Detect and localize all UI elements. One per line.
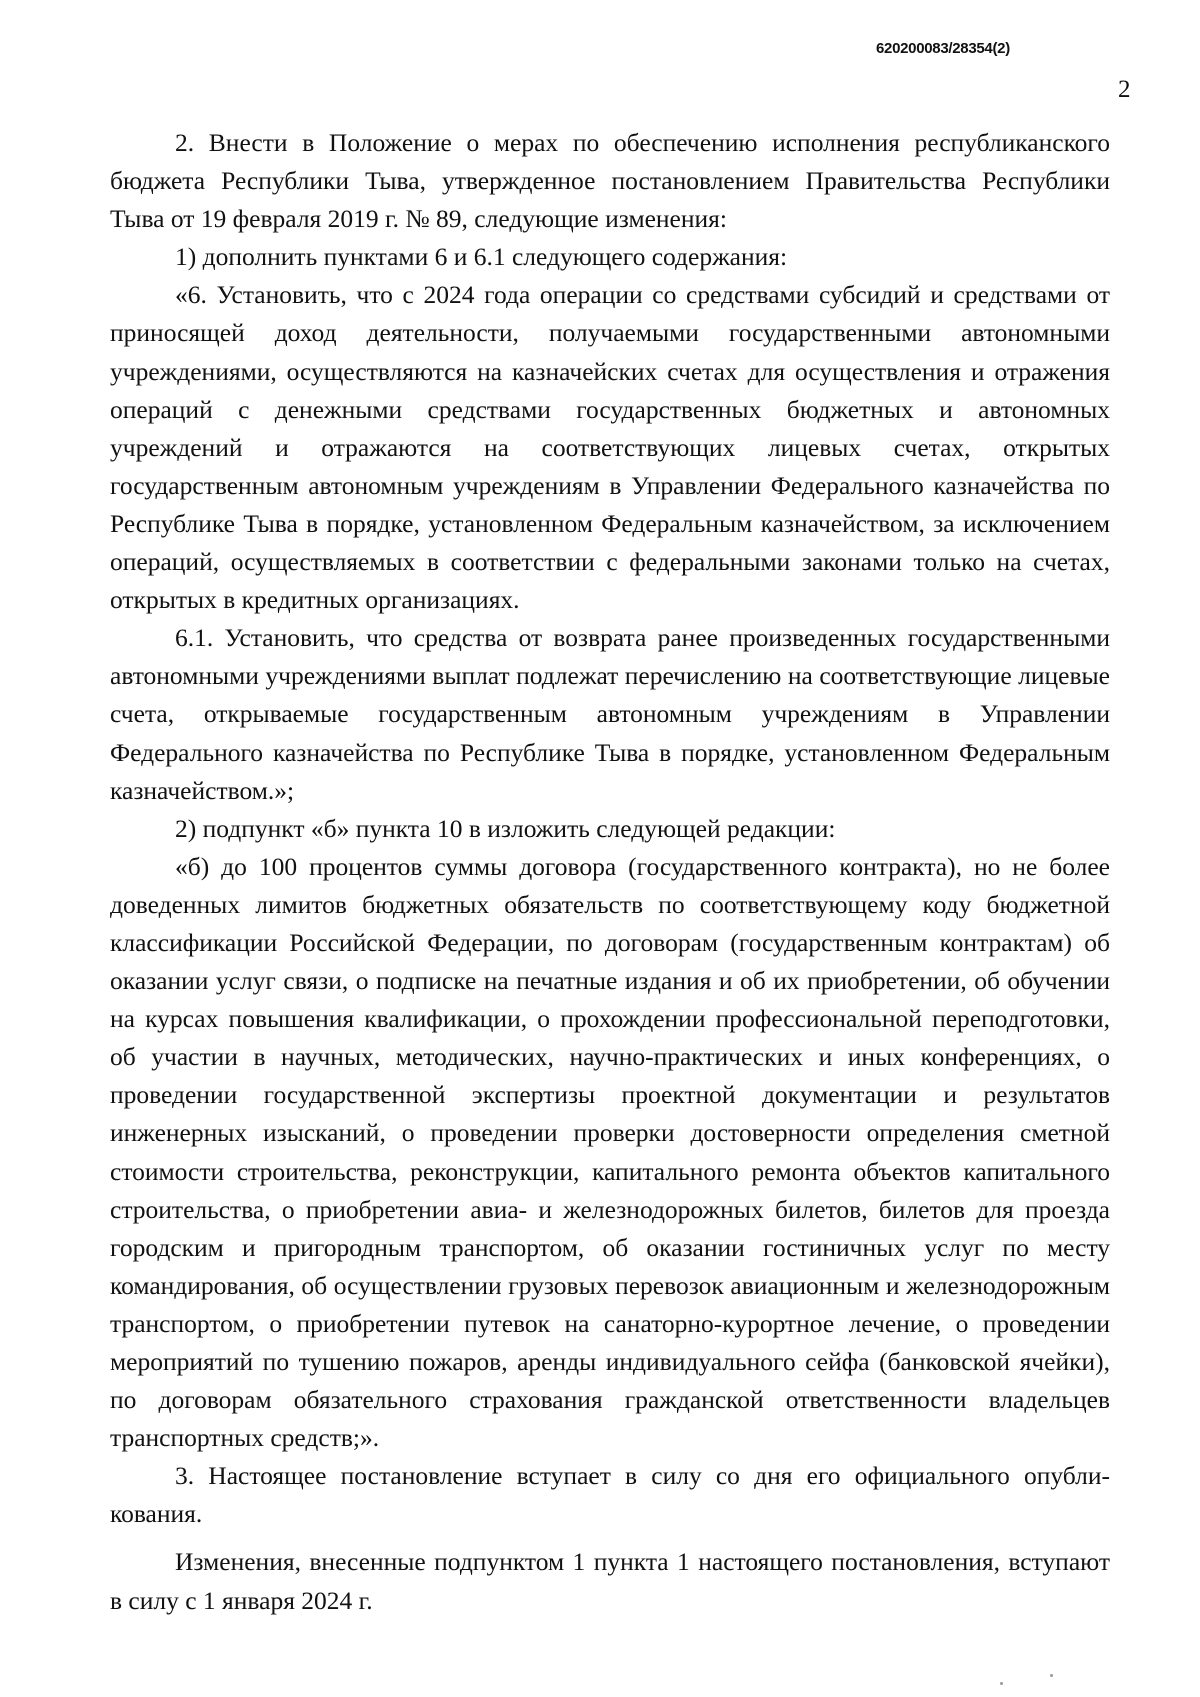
paragraph-subpoint-b: «б) до 100 процентов суммы договора (государственного контракта), но не более доведенных лимитов бюджетных обязательств по соответствующему коду бюджетной классификации Российской Федерации, по договорам (государственным контрактам) об оказании услуг связи, о подписке на печатные издания и об их приобретении, об обучении на курсах повышения квалификации, о прохождении профессиональной переподготовки, об участии в научных, методических, научно-практических и иных конференциях, о проведении государственной экспертизы проектной документации и результатов инженерных изысканий, о проведении проверки достоверности определения сметной стоимости строительства, реконструкции, капитального ремонта объектов капитального строительства, о приобретении авиа- и железнодорожных билетов, билетов для проезда городским и пригородным транспортом, об оказании гостиничных услуг по месту командирования, об осуществлении грузовых перевозок авиационным и железнодорожным транспортом, о приобретении путевок на санаторно-курортное лечение, о проведении мероприятий по тушению пожаров, аренды индивидуального сейфа (банковской ячейки), по договорам обязательного страхования гражданской ответственности владельцев транспортных средств;». <box>110 851 1110 1453</box>
document-id: 620200083/28354(2) <box>876 40 1010 57</box>
paragraph-subitem-1: 1) дополнить пунктами 6 и 6.1 следующего содержания: <box>175 242 788 272</box>
paragraph-subitem-2: 2) подпункт «б» пункта 10 в изложить следующей редакции: <box>175 813 836 843</box>
scan-speck <box>1050 1674 1053 1677</box>
paragraph-effective-date: Изменения, внесенные подпунктом 1 пункта 1 настоящего постановления, вступают в силу с 1 января 2024 г. <box>110 1547 1110 1615</box>
paragraph-item-3: 3. Настоящее постановление вступает в силу со дня его официального опубликования. <box>110 1461 1110 1529</box>
paragraph-item-2: 2. Внести в Положение о мерах по обеспечению исполнения республиканского бюджета Республики Тыва, утвержденное постановлением Правительства Республики Тыва от 19 февраля 2019 г. № 89, следующие изменения: <box>110 128 1110 234</box>
paragraph-point-6: «6. Установить, что с 2024 года операции со средствами субсидий и средствами от приносящей доход деятельности, получаемыми государственными автономными учреждениями, осуществляются на казначейских счетах для осуществления и отражения операций с денежными средствами государственных бюджетных и автономных учреждений и отражаются на соответствующих лицевых счетах, открытых государственным автономным учреждениям в Управлении Федерального казначейства по Республике Тыва в порядке, установленном Федеральным казначейством, за исключением операций, осуществляемых в соответствии с федеральными законами только на счетах, открытых в кредитных организациях. <box>110 280 1110 615</box>
scan-speck <box>1000 1682 1003 1685</box>
page-number: 2 <box>1118 76 1131 103</box>
paragraph-point-6-1: 6.1. Установить, что средства от возврата ранее произведенных государственными автономными учреждениями выплат подлежат перечислению на соответствующие лицевые счета, открываемые государственным автономным учреждениям в Управлении Федерального казначейства по Республике Тыва в порядке, установленном Федеральным казначейством.»; <box>110 623 1110 805</box>
document-body <box>110 124 1110 1620</box>
